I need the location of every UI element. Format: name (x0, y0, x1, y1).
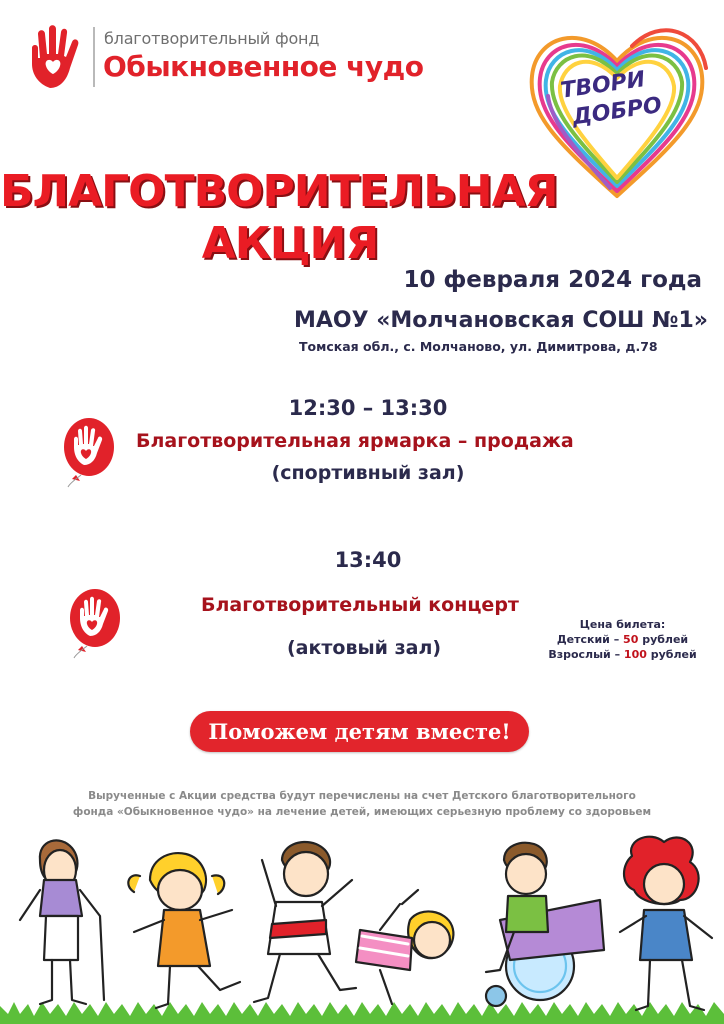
logo-name: Обыкновенное чудо (103, 50, 424, 83)
title-line1: БЛАГОТВОРИТЕЛЬНАЯ (0, 166, 558, 217)
event2-time: 13:40 (334, 548, 402, 572)
logo-divider (93, 27, 95, 87)
event2-name: Благотворительный концерт (201, 594, 519, 616)
price-child: Детский – 50 рублей (556, 633, 689, 646)
footnote: Вырученные с Акции средства будут перечислены на счет Детского благотворительного фонда «Обыкновенное чудо» на лечение детей, имеющих серьезную проблему со здоровьем (72, 790, 652, 818)
event1-name: Благотворительная ярмарка – продажа (136, 430, 574, 452)
hand-balloon-icon (68, 588, 122, 660)
kids-illustration (0, 820, 724, 1024)
school-name: МАОУ «Молчановская СОШ №1» (293, 308, 708, 333)
event2-room: (актовый зал) (287, 637, 442, 659)
event-date: 10 февраля 2024 года (403, 267, 702, 293)
heart-line2: ДОБРО (570, 93, 664, 131)
event1-time: 12:30 – 13:30 (288, 396, 448, 420)
hand-logo-icon (28, 24, 84, 90)
event1-room: (спортивный зал) (271, 462, 465, 484)
school-address: Томская обл., с. Молчаново, ул. Димитрова, д.78 (299, 339, 658, 354)
cta-banner: Поможем детям вместе! (190, 711, 529, 752)
price-label: Цена билета: (579, 618, 666, 631)
price-adult: Взрослый – 100 рублей (548, 648, 697, 661)
heart-line1: ТВОРИ (559, 67, 647, 104)
logo-subtitle: благотворительный фонд (104, 29, 320, 48)
ticket-price (540, 617, 705, 662)
title-line2: АКЦИЯ (201, 218, 379, 269)
